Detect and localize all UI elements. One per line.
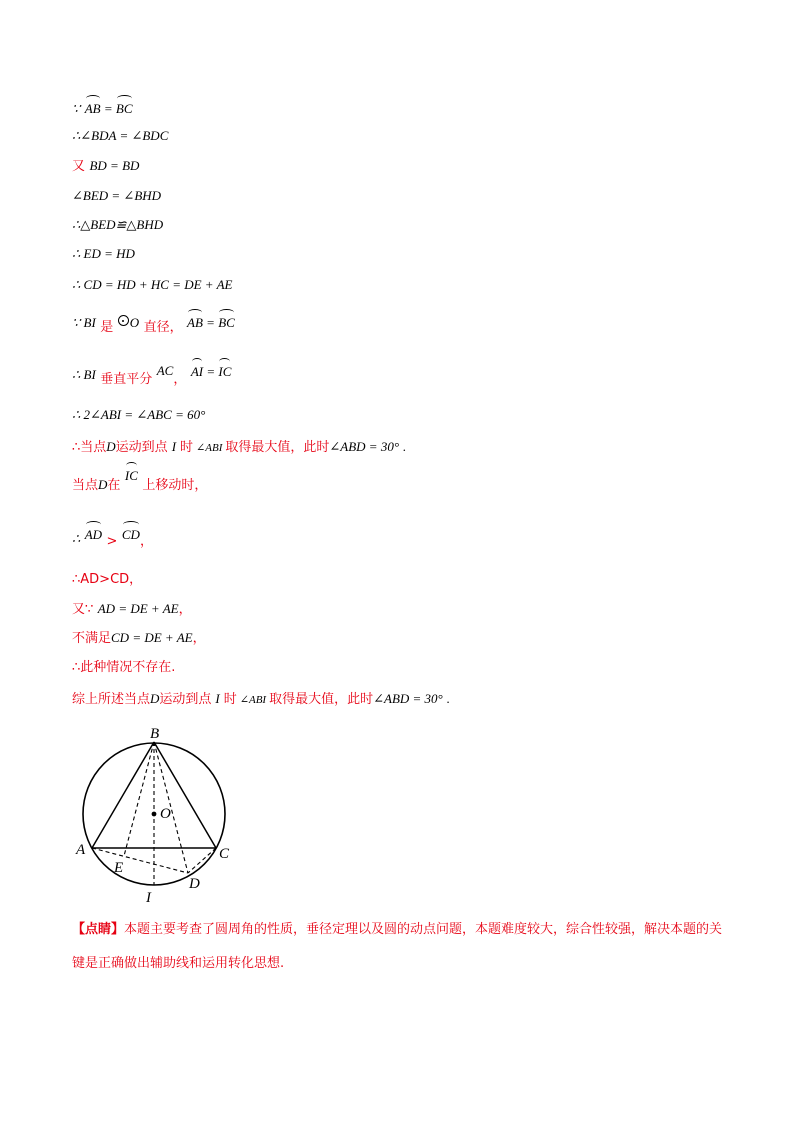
cd-expr: CD = DE + AE	[111, 630, 193, 645]
conclusion-text-3: 时	[180, 440, 194, 455]
arc-bc-2: BC	[218, 312, 235, 332]
line-conclusion-1	[72, 438, 406, 457]
shi-label: 是	[100, 320, 114, 335]
bd-expr: BD = BD	[89, 158, 140, 173]
key-point-label: 【点睛】	[72, 922, 125, 937]
moves-text-3: 上移动时，	[142, 478, 208, 493]
not-satisfy-label: 不满足	[72, 631, 112, 646]
because-symbol: ∵	[72, 101, 81, 116]
line-cd-sum: ∴ CD = HD + HC = DE + AE	[72, 277, 233, 292]
arc-ic: IC	[218, 361, 231, 381]
segment-cd-dashed	[188, 848, 216, 873]
conclusion-text-4: 取得最大值，此时	[225, 440, 330, 455]
line-bi-perpendicular	[72, 364, 231, 385]
segment-be-dashed	[124, 742, 154, 856]
bi-text-2: ∴ BI	[72, 367, 96, 382]
perp-bisector-label: 垂直平分	[100, 372, 153, 387]
angle-abd-expr: ∠ABD = 30°	[329, 439, 400, 454]
comma: ，	[173, 372, 187, 387]
line-ed-hd: ∴ ED = HD	[72, 246, 135, 261]
line-congruent-triangles: ∴△BED≌△BHD	[72, 217, 164, 232]
line-angle-bed-bhd: ∠BED = ∠BHD	[72, 188, 162, 203]
angle-abd-expr-2: ∠ABD = 30°	[373, 691, 443, 706]
line-because-arcs-equal	[72, 98, 133, 118]
label-o: O	[160, 806, 171, 822]
circle-geometry-figure	[72, 722, 252, 907]
moves-text-2: 在	[107, 478, 121, 493]
point-d-3: D	[150, 691, 160, 706]
point-d-2: D	[98, 477, 108, 492]
circle-symbol-icon	[118, 315, 129, 326]
key-point-note	[72, 913, 732, 981]
line-angle-bda-bdc: ∴∠BDA = ∠BDC	[72, 128, 169, 143]
greater-than: >	[106, 534, 118, 549]
moves-text-1: 当点	[72, 478, 99, 493]
arc-cd: CD	[122, 524, 140, 544]
circle-o-label: O	[129, 315, 140, 330]
summary-period: .	[446, 691, 451, 706]
label-a: A	[76, 842, 86, 858]
line-not-exist: ∴此种情况不存在.	[72, 660, 176, 675]
arc-ic-2: IC	[125, 465, 138, 485]
segment-bc	[154, 742, 216, 848]
arc-ai: AI	[191, 361, 203, 381]
line-arc-ad-gt-cd	[72, 524, 153, 549]
point-i: I	[171, 439, 177, 454]
ac-label: AC	[156, 363, 174, 378]
label-b: B	[150, 726, 160, 742]
line-ad-gt-cd: ∴AD>CD，	[72, 572, 143, 587]
line-conclusion-2	[72, 690, 450, 709]
arc-ad: AD	[85, 524, 102, 544]
conclusion-text-2: 运动到点	[115, 440, 168, 455]
arc-ab: AB	[85, 98, 101, 118]
comma-4: ，	[192, 631, 206, 646]
key-point-text: 本题主要考查了圆周角的性质，垂径定理以及圆的动点问题，本题难度较大，综合性较强，解决本题的关键是正确做出辅助线和运用转化思想.	[72, 922, 723, 971]
comma-3: ，	[178, 602, 192, 617]
point-i-2: I	[215, 691, 220, 706]
summary-text-1: 综上所述当点	[72, 692, 151, 707]
line-d-moves	[72, 468, 208, 495]
line-bd-equals-bd	[72, 157, 139, 176]
arc-ab-2: AB	[187, 312, 203, 332]
therefore-symbol: ∴	[72, 531, 81, 546]
comma-2: ，	[139, 534, 153, 549]
summary-text-3: 时	[223, 692, 237, 707]
you-label: 又	[72, 159, 86, 174]
angle-abi-2: ∠ABI	[239, 694, 267, 706]
bi-text: ∵ BI	[72, 315, 96, 330]
segment-ad-dashed	[92, 848, 188, 873]
summary-text-2: 运动到点	[159, 692, 212, 707]
ad-expr: AD = DE + AE	[97, 601, 179, 616]
equals-2: =	[202, 315, 219, 330]
label-e: E	[114, 860, 124, 876]
conclusion-text-1: ∴当点	[72, 440, 107, 455]
conclusion-period: .	[403, 439, 407, 454]
equals: =	[100, 101, 116, 116]
label-i: I	[146, 890, 151, 906]
line-not-satisfy	[72, 629, 206, 648]
point-d: D	[106, 439, 116, 454]
summary-text-4: 取得最大值，此时	[269, 692, 374, 707]
equals-3: =	[203, 364, 219, 379]
line-ad-sum	[72, 600, 192, 619]
segment-ba	[92, 742, 154, 848]
line-bi-diameter	[72, 312, 235, 333]
arc-bc: BC	[116, 98, 133, 118]
also-because: 又∵	[72, 602, 94, 617]
center-point	[152, 812, 157, 817]
diameter-label: 直径，	[143, 320, 183, 335]
line-angle-abi: ∴ 2∠ABI = ∠ABC = 60°	[72, 407, 206, 422]
label-d: D	[189, 876, 200, 892]
label-c: C	[219, 846, 230, 862]
angle-abi: ∠ABI	[196, 442, 223, 454]
